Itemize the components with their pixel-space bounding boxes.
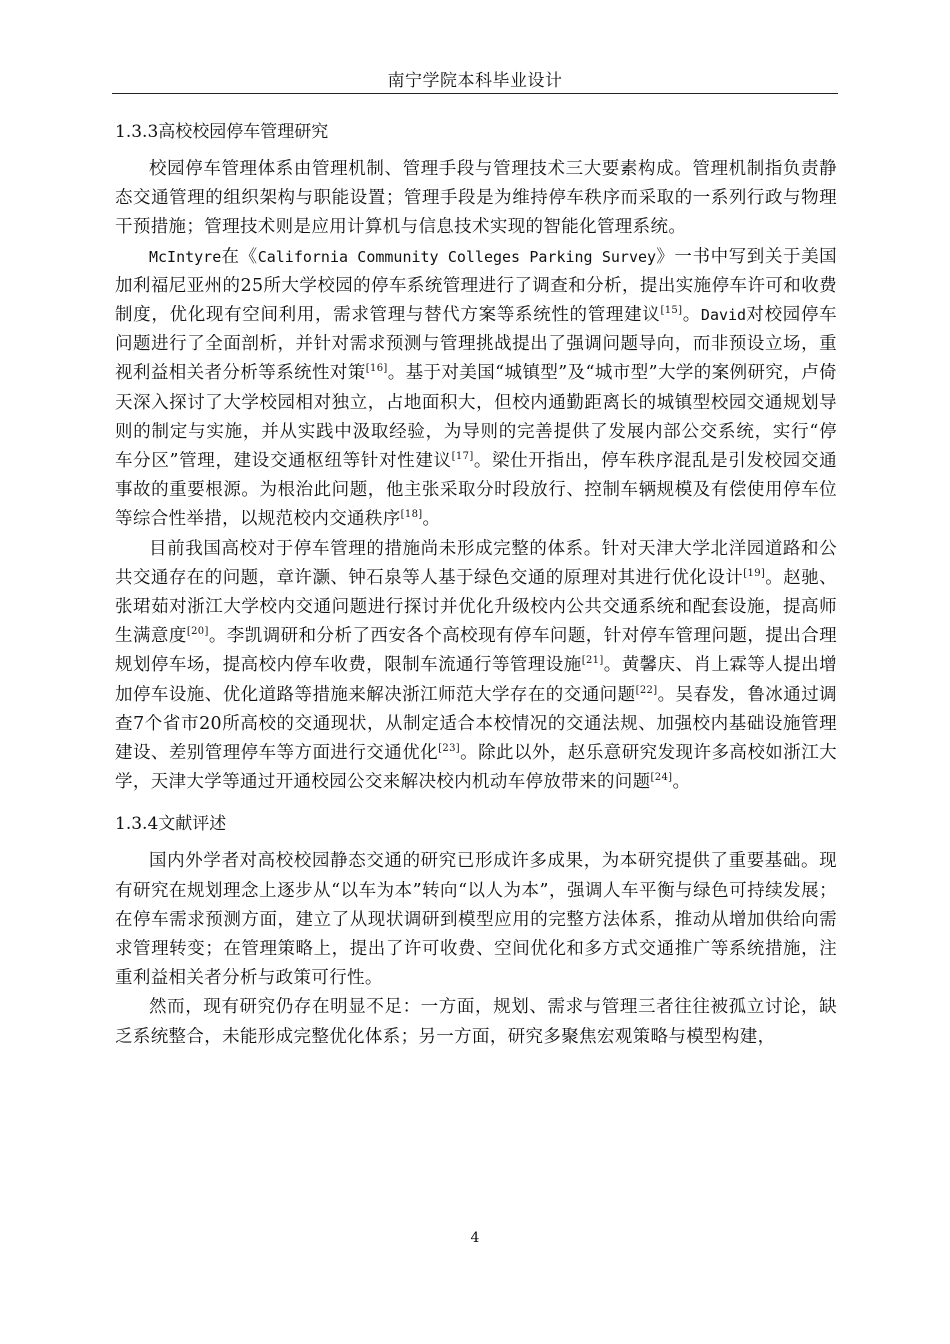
citation-ref: [15]: [660, 305, 683, 317]
text-run: 对校园停车问题进行了全面剖析，并针对需求预测与管理挑战提出了强调问题导向，而非预设立场，重视利益相关者分析等系统性对策: [115, 305, 837, 384]
page-header: [112, 60, 838, 94]
text-run: 。吴春发，鲁冰通过调查7个省市20所高校的交通现状，从制定适合本校情况的交通法规、加强校内基础设施管理建设、差别管理停车等方面进行交通优化: [115, 684, 838, 764]
citation-ref: [17]: [451, 451, 474, 463]
page-body: [115, 105, 837, 1052]
text-run: 。: [672, 772, 691, 793]
citation-ref: [21]: [581, 655, 604, 667]
citation-ref: [24]: [650, 772, 673, 784]
author-name: David: [700, 306, 747, 325]
text-run: 。基于对美国“城镇型”及“城市型”大学的案例研究，卢倚天深入探讨了大学校园相对独立，占地面积大，但校内通勤距离长的城镇型校园交通规划导则的制定与实施，并从实践中汲取经验，为导则的完善提供了发展内部公交系统，实行“停车分区”管理，建设交通枢纽等针对性建议: [115, 363, 838, 472]
book-title: California Community Colleges Parking Survey: [257, 247, 657, 266]
section-heading-1-3-3: 1.3.3高校校园停车管理研究: [115, 122, 329, 142]
text-run: 。李凯调研和分析了西安各个高校现有停车问题，针对停车管理问题，提出合理规划停车场，提高校内停车收费，限制车流通行等管理设施: [115, 626, 838, 676]
section-heading-1-3-4: 1.3.4文献评述: [115, 814, 227, 835]
paragraph: [115, 243, 837, 535]
text-run: 。赵驰、张珺茹对浙江大学校内交通问题进行探讨并优化升级校内公共交通系统和配套设施，提高师生满意度: [115, 567, 838, 647]
paragraph: [115, 535, 837, 798]
citation-ref: [18]: [400, 509, 423, 521]
citation-ref: [23]: [438, 743, 461, 755]
text-run: 在《: [221, 246, 258, 267]
paragraph: 然而，现有研究仍存在明显不足：一方面，规划、需求与管理三者往往被孤立讨论，缺乏系统整合，未能形成完整优化体系；另一方面，研究多聚焦宏观策略与模型构建，: [115, 997, 837, 1047]
citation-ref: [20]: [186, 626, 209, 638]
citation-ref: [19]: [743, 568, 766, 580]
citation-ref: [16]: [365, 363, 388, 375]
author-name: McIntyre: [149, 247, 222, 266]
text-run: 。梁仕开指出，停车秩序混乱是引发校园交通事故的重要根源。为根治此问题，他主张采取分时段放行、控制车辆规模及有偿使用停车位等综合性举措，以规范校内交通秩序: [115, 451, 837, 530]
page-number: 4: [470, 1230, 480, 1246]
text-run: 。除此以外，赵乐意研究发现许多高校如浙江大学，天津大学等通过开通校园公交来解决校内机动车停放带来的问题: [115, 743, 837, 793]
paragraph: 校园停车管理体系由管理机制、管理手段与管理技术三大要素构成。管理机制指负责静态交通管理的组织架构与职能设置；管理手段是为维持停车秩序而采取的一系列行政与物理干预措施；管理技术则是应用计算机与信息技术实现的智能化管理系统。: [115, 159, 837, 238]
text-run: 。: [682, 305, 701, 326]
citation-ref: [22]: [635, 684, 658, 696]
text-run: 。: [422, 509, 441, 530]
text-run: 》一书中写到关于美国加利福尼亚州的25所大学校园的停车系统管理进行了调查和分析，提出实施停车许可和收费制度，优化现有空间利用，需求管理与替代方案等系统性的管理建议: [115, 246, 838, 326]
text-run: 目前我国高校对于停车管理的措施尚未形成完整的体系。针对天津大学北洋园道路和公共交通存在的问题，章许灏、钟石泉等人基于绿色交通的原理对其进行优化设计: [115, 538, 837, 588]
paragraph: 国内外学者对高校校园静态交通的研究已形成许多成果，为本研究提供了重要基础。现有研究在规划理念上逐步从“以车为本”转向“以人为本”，强调人车平衡与绿色可持续发展；在停车需求预测方面，建立了从现状调研到模型应用的完整方法体系，推动从增加供给向需求管理转变；在管理策略上，提出了许可收费、空间优化和多方式交通推广等系统措施，注重利益相关者分析与政策可行性。: [115, 851, 837, 989]
text-run: 。黄馨庆、肖上霖等人提出增加停车设施、优化道路等措施来解决浙江师范大学存在的交通问题: [115, 655, 837, 705]
header-title: 南宁学院本科毕业设计: [387, 71, 563, 91]
